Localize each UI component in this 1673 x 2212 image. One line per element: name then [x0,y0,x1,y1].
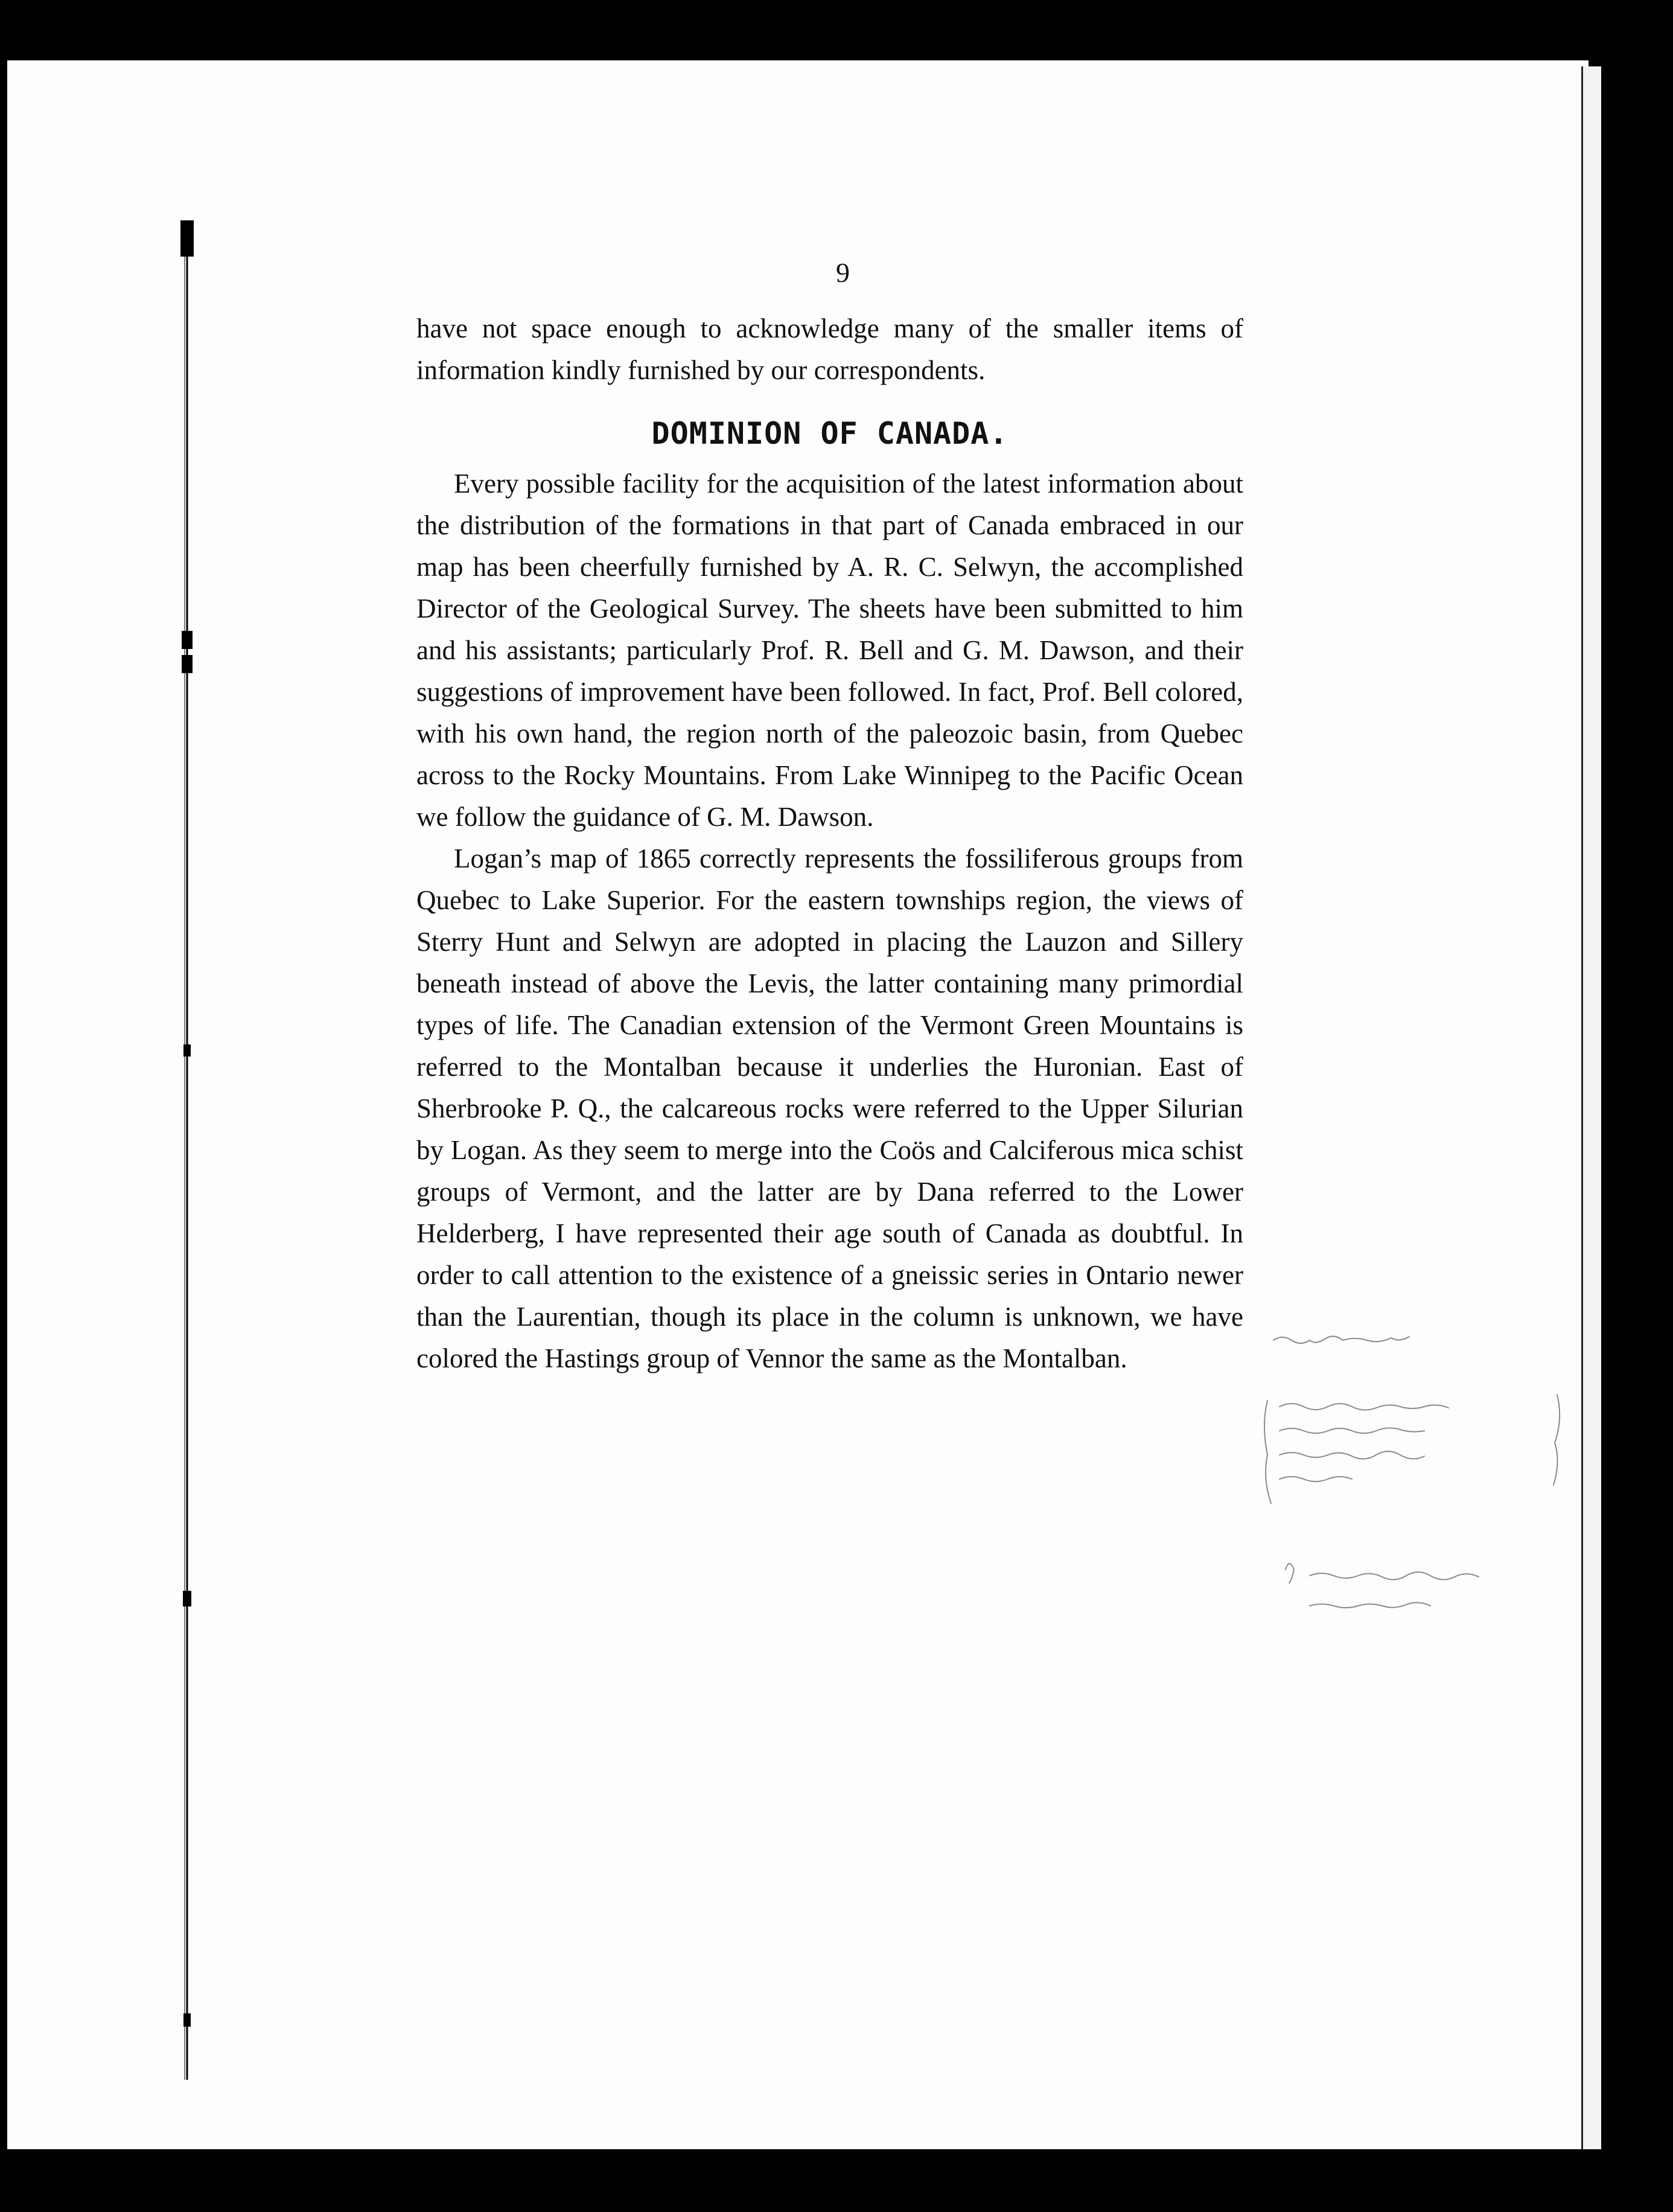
page-edge [1581,66,1601,2185]
binding-thread [178,220,196,2080]
scan-bottom-border [0,2149,1673,2212]
intro-paragraph: have not space enough to acknowledge many of the smaller items of information kindly furnished by our correspondents. [416,313,1243,385]
scan-speck [791,54,794,58]
body-paragraph: Logan’s map of 1865 correctly represents the fossiliferous groups from Quebec to Lake Superior. For the eastern townships region, the views of Sterry Hunt and Selwyn are adopted in placing the Lauzon and Sillery beneath instead of above the Levis, the latter containing many primordial types of life. The Canadian extension of the Vermont Green Mountains is referred to the Montalban because it underlies the Huronian. East of Sherbrooke P. Q., the calcareous rocks were referred to the Upper Silurian by Logan. As they seem to merge into the Coös and Calciferous mica schist groups of Vermont, and the latter are by Dana referred to the Lower Helderberg, I have represented their age south of Canada as doubtful. In order to call attention to the existence of a gneissic series in Ontario newer than the Laurentian, though its place in the column is unknown, we have colored the Hastings group of Vennor the same as the Montalban. [416,843,1243,1373]
scan-speck [1298,2,1304,8]
scan-speck [1642,531,1645,537]
section-heading: DOMINION OF CANADA. [651,416,1009,451]
handwritten-marginalia [1255,1328,1569,1690]
scan-speck [1473,7,1476,11]
page-text [416,248,1243,1379]
body-paragraph: Every possible facility for the acquisition of the latest information about the distribution of the formations in that part of Canada embraced in our map has been cheerfully furnished by A. R. C. Selwyn, the accomplished Director of the Geological Survey. The sheets have been submitted to him and his assistants; particularly Prof. R. Bell and G. M. Dawson, and their suggestions of improvement have been followed. In fact, Prof. Bell colored, with his own hand, the region north of the paleozoic basin, from Quebec across to the Rocky Mountains. From Lake Winnipeg to the Pacific Ocean we follow the guidance of G. M. Dawson. [416,468,1243,832]
scan-speck [1617,97,1622,105]
page-number: 9 [836,257,850,288]
